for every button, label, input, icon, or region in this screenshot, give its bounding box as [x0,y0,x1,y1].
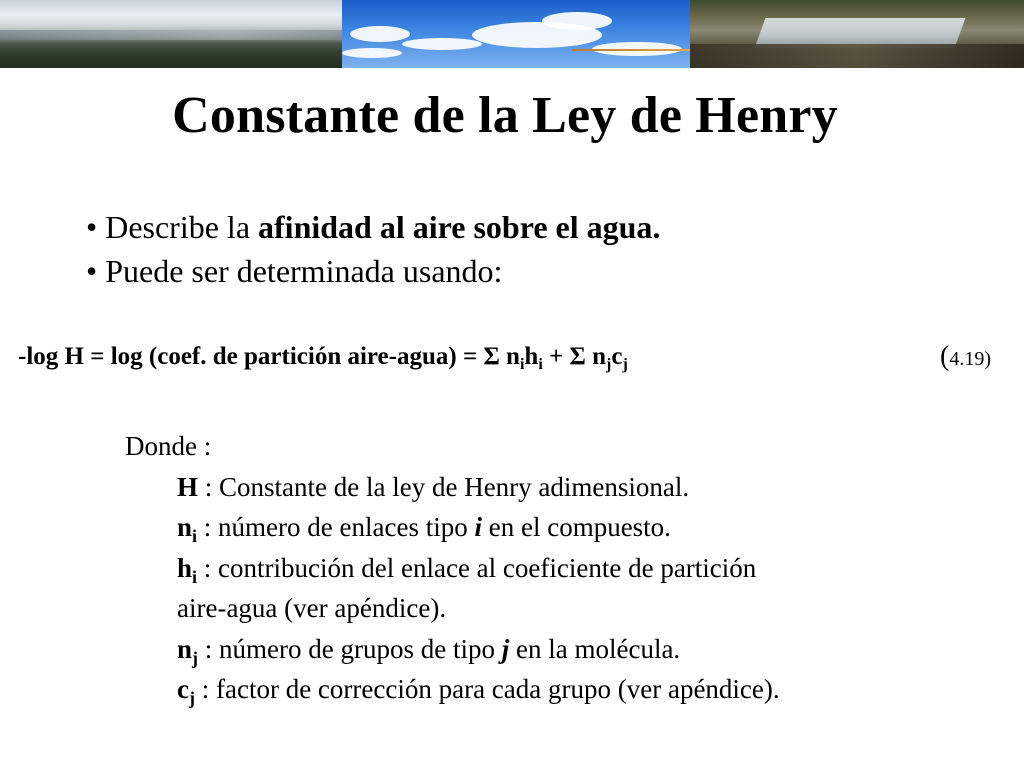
definition-text: en el compuesto. [481,512,671,542]
definition-subscript: i [192,526,198,546]
bullet-bold-text: afinidad al aire sobre el agua. [258,209,661,245]
equation-h: h [524,343,539,370]
definition-text: : número de grupos de tipo [198,633,502,664]
definition-symbol: H [177,471,199,502]
definition-text: : Constante de la ley de Henry adimensional. [198,471,690,502]
equation-number [940,341,991,373]
definition-text: : contribución del enlace al coeficiente de partición [197,552,757,583]
definition-symbol: c [177,674,189,704]
sky-clouds-photo [342,0,690,68]
definition-subscript: j [188,688,195,708]
henry-equation [18,343,628,371]
equation-number-paren: ( [940,341,950,372]
definition-symbol: n [177,633,193,664]
definition-text: : factor de corrección para cada grupo (ver apéndice). [194,674,780,704]
definition-text: en la molécula. [509,633,681,664]
bullet-item [86,249,660,293]
equation-subscript: i [538,356,543,373]
bullet-text: Describe la [105,209,259,245]
definition-item [125,507,780,548]
definition-item [125,467,780,508]
bullet-text: Puede ser determinada usando: [105,253,503,289]
slide-title: Constante de la Ley de Henry [172,87,838,144]
definition-subscript: j [192,647,199,668]
equation-subscript: i [519,356,525,373]
equation-plus: + Σ n [542,343,607,370]
definition-italic: j [501,633,510,664]
definition-item [125,548,780,589]
definition-item [125,669,780,710]
bullet-marker: • [86,253,98,289]
equation-subscript: j [622,356,628,373]
equation-c: c [611,343,623,370]
waterfall-photo [690,0,1024,68]
definition-item [125,629,780,670]
definition-subscript: i [192,566,198,587]
bullet-marker: • [86,209,98,245]
equation-lhs: -log H = log (coef. de partición aire-agua) = Σ n [18,343,520,370]
definition-symbol: n [177,512,193,542]
header-photo-banner [0,0,1024,68]
equation-subscript: j [606,356,612,373]
definition-continuation: aire-agua (ver apéndice). [177,593,447,623]
bullet-list [86,205,660,293]
definitions-intro: Donde : [125,431,212,461]
definition-italic: i [474,512,482,542]
bullet-item [86,205,660,249]
equation-number-value: 4.19) [949,348,991,370]
definition-text: : número de enlaces tipo [197,512,475,542]
definition-symbol: h [177,552,193,583]
definitions-block [125,426,780,710]
landscape-photo [0,0,342,68]
